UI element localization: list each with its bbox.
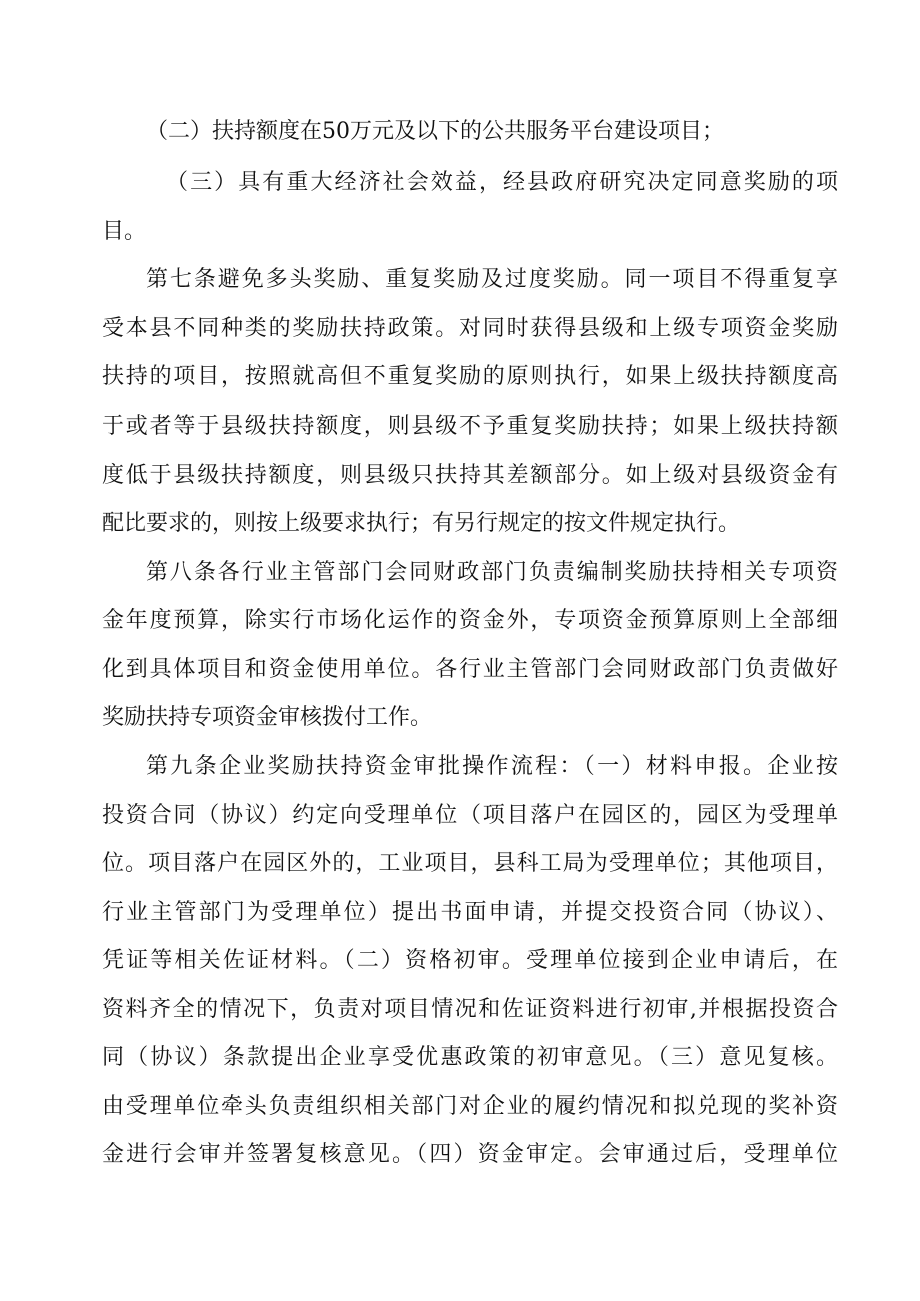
text-line: 配比要求的，则按上级要求执行；有另行规定的按文件规定执行。 [102, 511, 741, 536]
text-line: 行业主管部门为受理单位）提出书面申请，并提交投资合同（协议）、 [102, 900, 838, 925]
text-line: 扶持的项目，按照就高但不重复奖励的原则执行，如果上级扶持额度高 [102, 364, 838, 389]
text-line: （二）扶持额度在50万元及以下的公共服务平台建设项目； [146, 119, 724, 144]
text-line: （三）具有重大经济社会效益，经县政府研究决定同意奖励的项 [166, 170, 838, 195]
text-line: 化到具体项目和资金使用单位。各行业主管部门会同财政部门负责做好 [102, 657, 838, 682]
text-line: 第七条避免多头奖励、重复奖励及过度奖励。同一项目不得重复享 [146, 267, 838, 292]
text-line: 由受理单位牵头负责组织相关部门对企业的履约情况和拟兑现的奖补资 [102, 1094, 838, 1119]
text-line: 金进行会审并签署复核意见。（四）资金审定。会审通过后，受理单位 [102, 1142, 838, 1167]
text-line: 于或者等于县级扶持额度，则县级不予重复奖励扶持；如果上级扶持额 [102, 414, 838, 439]
text-line: 度低于县级扶持额度，则县级只扶持其差额部分。如上级对县级资金有 [102, 463, 838, 488]
text-line: 目。 [102, 219, 147, 244]
text-line: 第八条各行业主管部门会同财政部门负责编制奖励扶持相关专项资 [146, 560, 838, 585]
text-line: 位。项目落户在园区外的，工业项目，县科工局为受理单位；其他项目， [102, 851, 838, 876]
text-line: 金年度预算，除实行市场化运作的资金外，专项资金预算原则上全部细 [102, 608, 838, 633]
text-line: 第九条企业奖励扶持资金审批操作流程：（一）材料申报。企业按 [146, 754, 838, 779]
text-line: 资料齐全的情况下，负责对项目情况和佐证资料进行初审,并根据投资合 [102, 997, 838, 1022]
text-line: 投资合同（协议）约定向受理单位（项目落户在园区的，园区为受理单 [102, 803, 838, 828]
text-line: 同（协议）条款提出企业享受优惠政策的初审意见。（三）意见复核。 [102, 1045, 838, 1070]
text-line: 奖励扶持专项资金审核拨付工作。 [102, 705, 433, 730]
text-line: 受本县不同种类的奖励扶持政策。对同时获得县级和上级专项资金奖励 [102, 316, 838, 341]
text-line: 凭证等相关佐证材料。（二）资格初审。受理单位接到企业申请后，在 [102, 948, 838, 973]
